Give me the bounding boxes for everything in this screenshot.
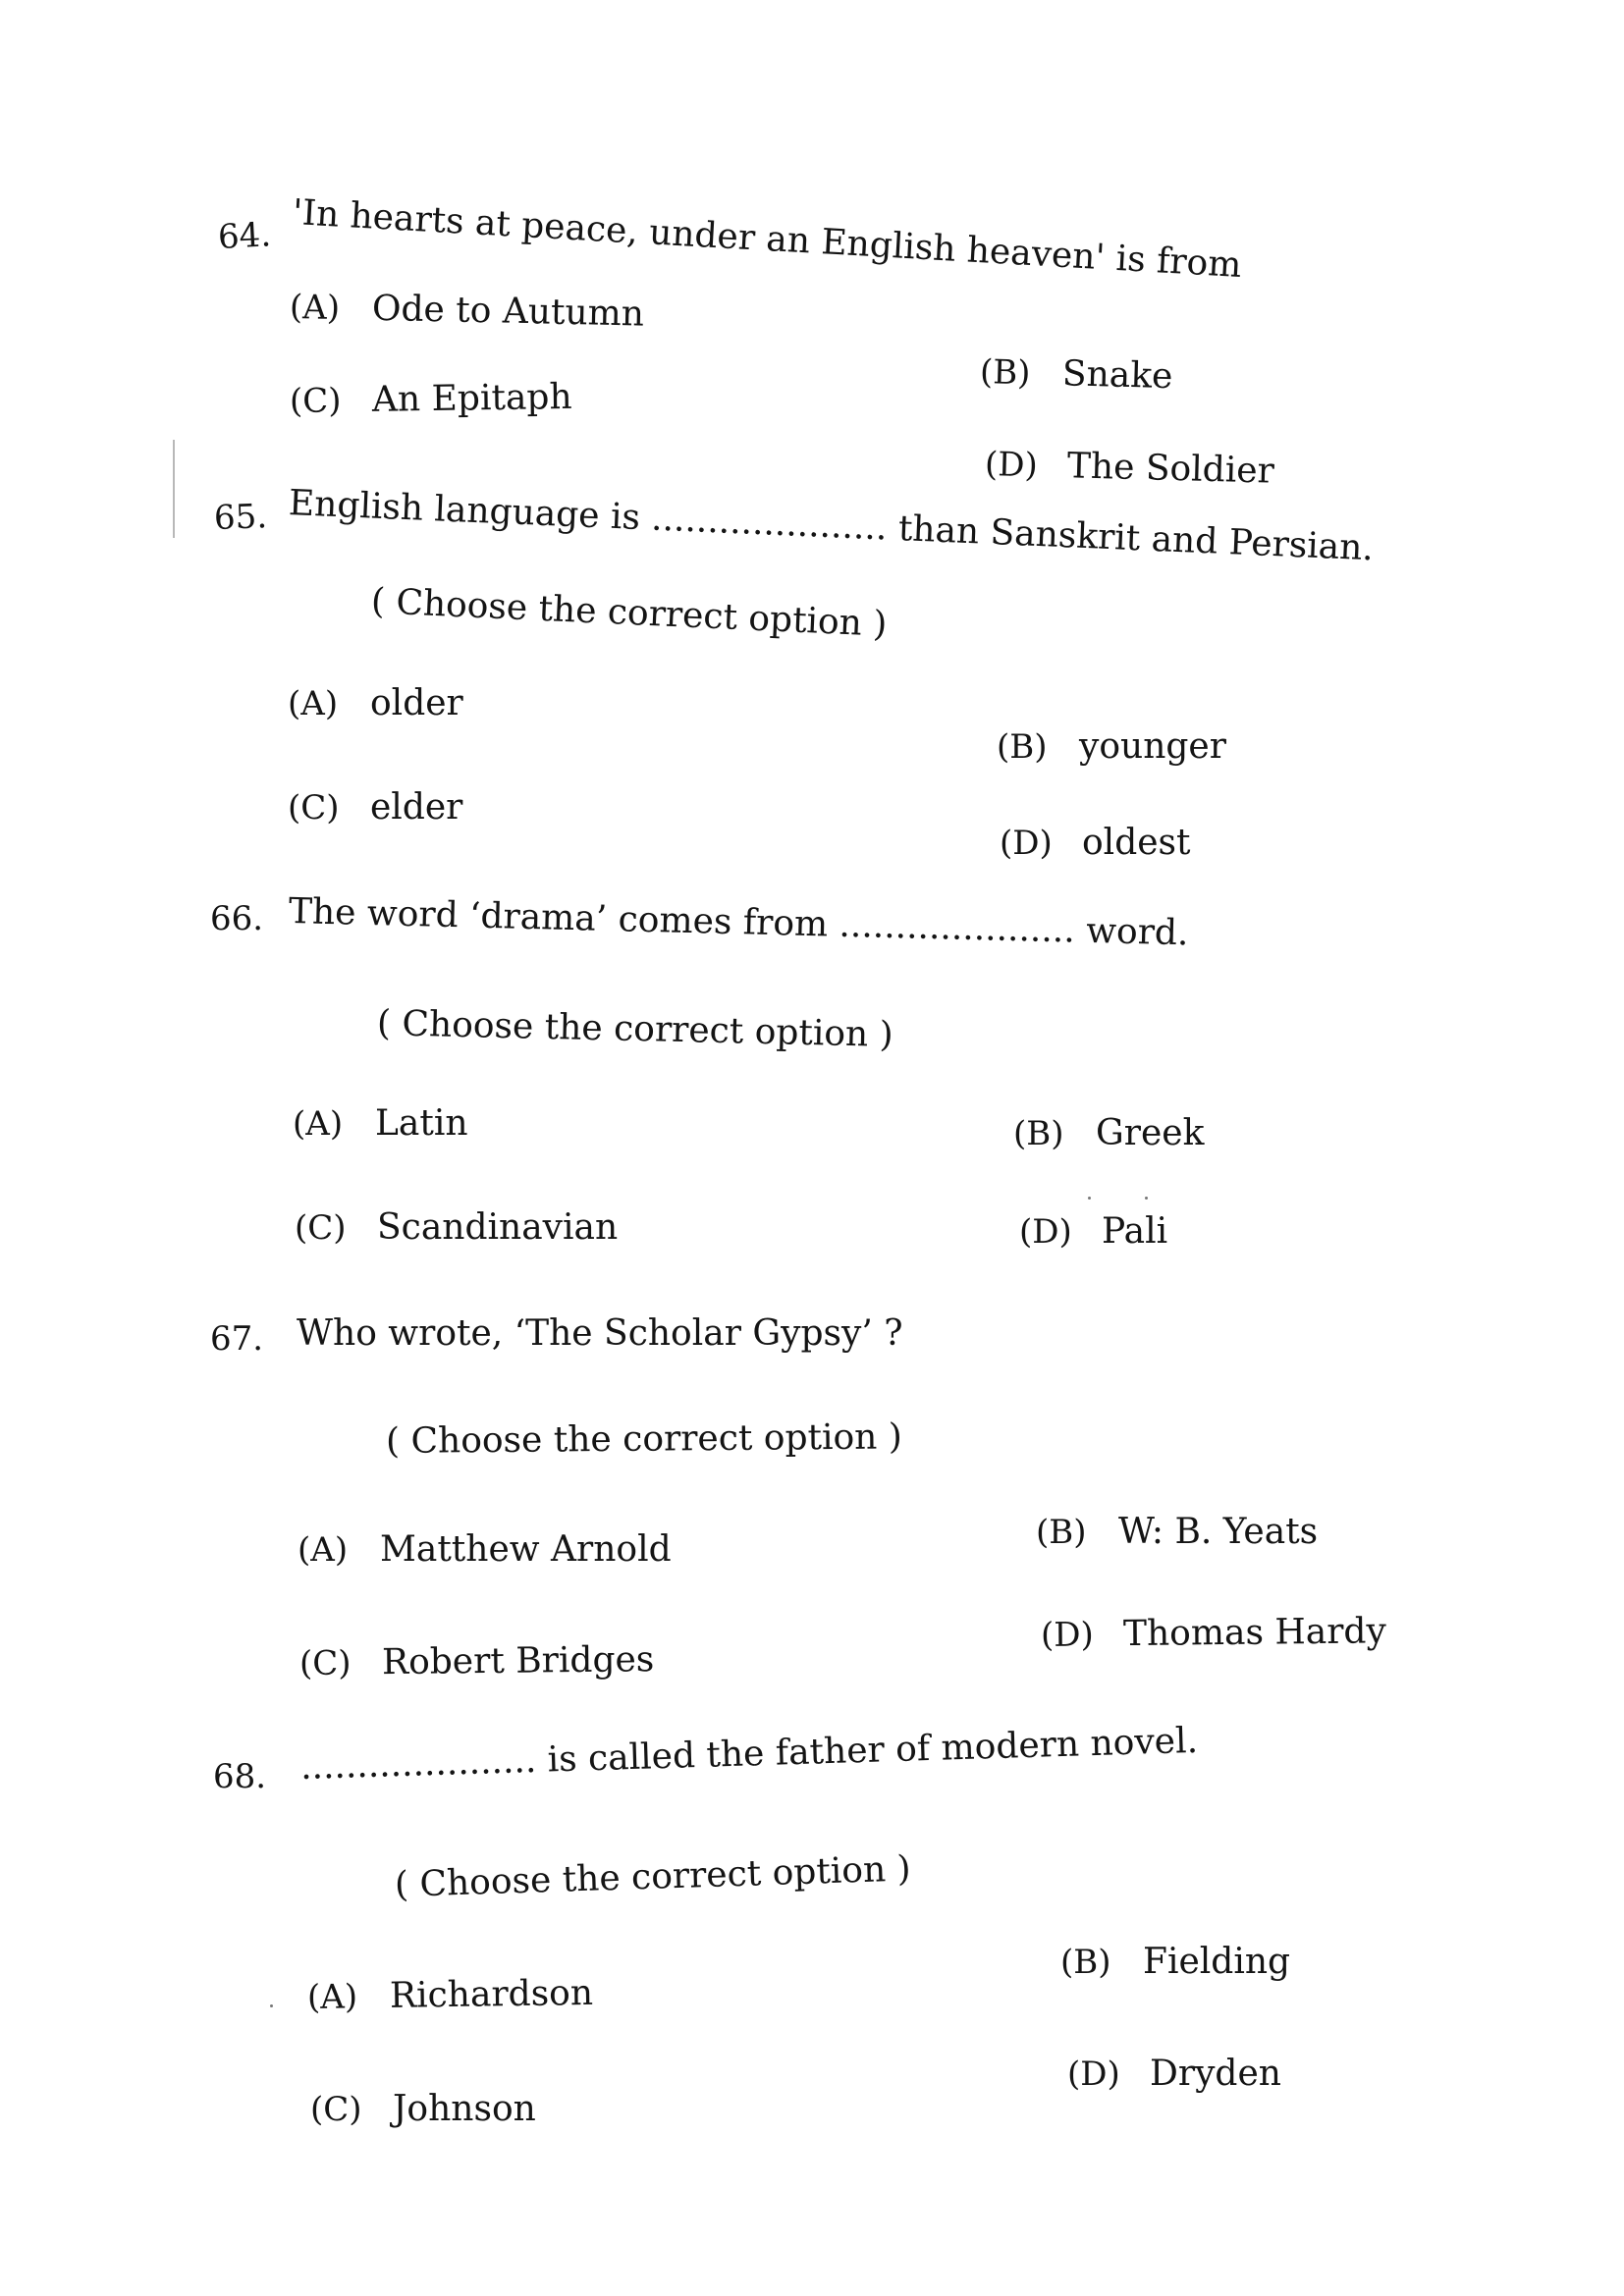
option-d[interactable] (984, 444, 1274, 492)
option-b[interactable] (1060, 1942, 1290, 1982)
option-d[interactable] (1041, 1611, 1386, 1655)
question-hint: ( Choose the correct option ) (385, 1416, 903, 1462)
question-text: Who wrote, ‘The Scholar Gypsy’ ? (297, 1313, 903, 1354)
option-text: Robert Bridges (381, 1639, 655, 1683)
option-text: Latin (375, 1103, 468, 1144)
option-text: Greek (1096, 1113, 1205, 1153)
question-text: 'In hearts at peace, under an English heaven' is from (291, 192, 1243, 286)
question-number: 68. (213, 1757, 267, 1796)
option-text: Ode to Autumn (371, 288, 645, 335)
option-text: The Soldier (1066, 446, 1275, 492)
option-c[interactable] (288, 787, 462, 828)
option-label: (D) (1040, 1615, 1095, 1655)
option-label: (B) (1060, 1943, 1111, 1982)
scan-speck (1145, 1197, 1148, 1200)
option-label: (A) (288, 684, 339, 723)
option-text: Scandinavian (377, 1207, 619, 1248)
question-number: 67. (210, 1319, 264, 1359)
option-label: (B) (997, 727, 1048, 767)
option-text: Pali (1102, 1211, 1168, 1252)
option-label: (A) (306, 1977, 358, 2017)
option-label: (C) (310, 2090, 362, 2129)
option-c[interactable] (290, 377, 572, 421)
option-label: (C) (295, 1208, 347, 1248)
option-label: (D) (1000, 824, 1053, 863)
scan-margin-mark (173, 440, 175, 538)
option-c[interactable] (299, 1639, 655, 1683)
option-b[interactable] (997, 726, 1226, 767)
scan-speck (1088, 1197, 1091, 1200)
option-b[interactable] (1036, 1512, 1318, 1552)
option-label: (D) (984, 445, 1039, 486)
question-hint: ( Choose the correct option ) (370, 581, 889, 645)
option-label: (A) (293, 1104, 344, 1144)
question-hint: ( Choose the correct option ) (376, 1003, 894, 1055)
option-b[interactable] (1013, 1113, 1204, 1153)
question-number: 64. (216, 215, 273, 257)
option-label: (B) (979, 352, 1032, 394)
option-text: Johnson (393, 2089, 536, 2129)
option-text: W: B. Yeats (1118, 1512, 1319, 1552)
option-label: (B) (1013, 1114, 1064, 1153)
option-text: elder (370, 787, 463, 828)
option-label: (C) (298, 1643, 352, 1683)
option-d[interactable] (1067, 2054, 1281, 2094)
option-b[interactable] (979, 351, 1172, 397)
option-label: (A) (289, 288, 341, 329)
option-d[interactable] (1019, 1211, 1167, 1252)
option-text: An Epitaph (371, 376, 572, 420)
option-text: Thomas Hardy (1122, 1611, 1387, 1655)
question-text: English language is ..................... than Sanskrit and Persian. (288, 483, 1375, 569)
question-number: 66. (210, 899, 264, 938)
option-a[interactable] (290, 287, 645, 335)
question-number: 65. (213, 497, 268, 538)
option-a[interactable] (298, 1529, 672, 1570)
option-a[interactable] (307, 1973, 594, 2017)
option-text: Dryden (1150, 2054, 1281, 2094)
option-text: Fielding (1143, 1942, 1291, 1982)
question-hint: ( Choose the correct option ) (394, 1848, 912, 1905)
option-a[interactable] (293, 1103, 468, 1144)
option-text: younger (1079, 726, 1226, 767)
option-text: Richardson (389, 1972, 594, 2016)
option-text: older (370, 683, 463, 723)
option-d[interactable] (1000, 823, 1190, 863)
option-label: (D) (1019, 1212, 1072, 1252)
question-text: ..................... is called the father of modern novel. (299, 1720, 1199, 1788)
option-a[interactable] (288, 683, 463, 723)
option-text: Matthew Arnold (380, 1529, 672, 1570)
question-text: The word ‘drama’ comes from ..................... word. (288, 891, 1189, 954)
option-label: (C) (289, 381, 342, 421)
option-c[interactable] (310, 2089, 536, 2129)
option-text: oldest (1082, 823, 1191, 863)
option-label: (D) (1067, 2055, 1120, 2094)
option-label: (B) (1036, 1513, 1087, 1552)
option-label: (C) (288, 788, 340, 828)
option-c[interactable] (295, 1207, 618, 1248)
option-label: (A) (298, 1530, 349, 1570)
option-text: Snake (1061, 353, 1173, 398)
scan-speck (270, 2004, 273, 2007)
